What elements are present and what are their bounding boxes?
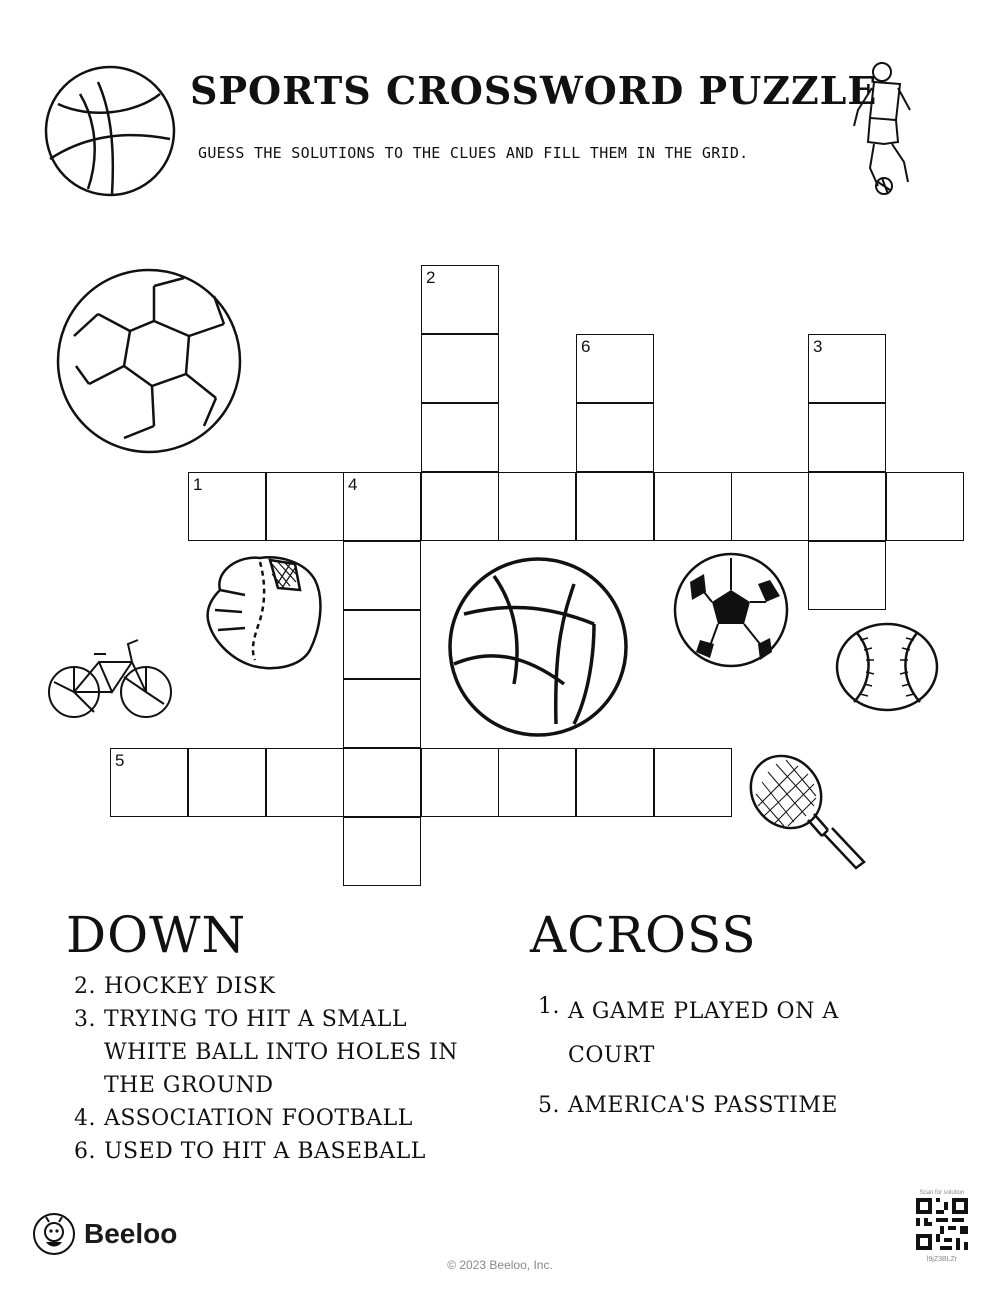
crossword-cell[interactable]: [110, 748, 188, 817]
clue-text: TRYING TO HIT A SMALL WHITE BALL INTO HOLES IN THE GROUND: [104, 1007, 459, 1098]
copyright: © 2023 Beeloo, Inc.: [447, 1258, 553, 1272]
across-clues-list: [538, 990, 868, 1133]
brand-name: Beeloo: [84, 1218, 178, 1249]
clue-number: 5.: [538, 1093, 560, 1118]
cell-number: 6: [581, 337, 591, 356]
crossword-cell[interactable]: [266, 748, 344, 817]
qr-code-text: l9jZ3BLZr: [926, 1256, 958, 1263]
down-clue: [74, 1135, 496, 1168]
clue-text: A GAME PLAYED ON A COURT: [568, 999, 839, 1068]
brand-logo: [32, 1212, 177, 1256]
down-heading: DOWN: [66, 906, 247, 964]
clue-number: 6.: [74, 1139, 96, 1164]
cell-number: 4: [348, 475, 358, 494]
crossword-cell[interactable]: [421, 472, 499, 541]
bee-logo-icon: [32, 1212, 76, 1256]
clue-text: USED TO HIT A BASEBALL: [104, 1139, 426, 1164]
page-title: SPORTS CROSSWORD PUZZLE: [190, 68, 878, 113]
down-clue: [74, 1003, 496, 1102]
crossword-cell[interactable]: [576, 334, 654, 403]
cell-number: 1: [193, 475, 203, 494]
crossword-cell[interactable]: [731, 472, 809, 541]
clue-text: AMERICA'S PASSTIME: [568, 1093, 838, 1118]
cell-number: 5: [115, 751, 125, 770]
crossword-cell[interactable]: [266, 472, 344, 541]
crossword-cell[interactable]: [343, 610, 421, 679]
crossword-cell[interactable]: [343, 679, 421, 748]
crossword-cell[interactable]: [343, 748, 421, 817]
crossword-cell[interactable]: [421, 748, 499, 817]
crossword-cell[interactable]: [576, 403, 654, 472]
across-clue: [538, 990, 868, 1078]
crossword-cell[interactable]: [654, 748, 732, 817]
crossword-cell[interactable]: [421, 265, 499, 334]
crossword-cell[interactable]: [343, 817, 421, 886]
crossword-cell[interactable]: [188, 748, 266, 817]
crossword-cell[interactable]: [421, 334, 499, 403]
crossword-cell[interactable]: [886, 472, 964, 541]
clue-number: 4.: [74, 1106, 96, 1131]
clue-text: ASSOCIATION FOOTBALL: [104, 1106, 413, 1131]
crossword-cell[interactable]: [498, 748, 576, 817]
crossword-cell[interactable]: [654, 472, 732, 541]
down-clues-list: [74, 970, 496, 1168]
crossword-cell[interactable]: [576, 472, 654, 541]
crossword-cell[interactable]: [808, 403, 886, 472]
cell-number: 2: [426, 268, 436, 287]
clue-text: HOCKEY DISK: [104, 974, 276, 999]
crossword-cell[interactable]: [808, 334, 886, 403]
crossword-cell[interactable]: [343, 541, 421, 610]
crossword-cell[interactable]: [498, 472, 576, 541]
across-clue: [538, 1089, 868, 1122]
page-subtitle: GUESS THE SOLUTIONS TO THE CLUES AND FILL THEM IN THE GRID.: [198, 144, 749, 162]
crossword-cell[interactable]: [188, 472, 266, 541]
crossword-cell[interactable]: [576, 748, 654, 817]
clue-number: 1.: [538, 994, 560, 1019]
down-clue: [74, 970, 496, 1003]
crossword-cell[interactable]: [343, 472, 421, 541]
qr-caption: Scan for solution: [919, 1190, 965, 1196]
crossword-cell[interactable]: [421, 403, 499, 472]
down-clue: [74, 1102, 496, 1135]
qr-code-block: [912, 1190, 972, 1263]
crossword-cell[interactable]: [808, 541, 886, 610]
clue-number: 3.: [74, 1007, 96, 1032]
clue-number: 2.: [74, 974, 96, 999]
qr-code-icon[interactable]: [916, 1198, 968, 1250]
crossword-cell[interactable]: [808, 472, 886, 541]
across-heading: ACROSS: [530, 906, 757, 964]
cell-number: 3: [813, 337, 823, 356]
